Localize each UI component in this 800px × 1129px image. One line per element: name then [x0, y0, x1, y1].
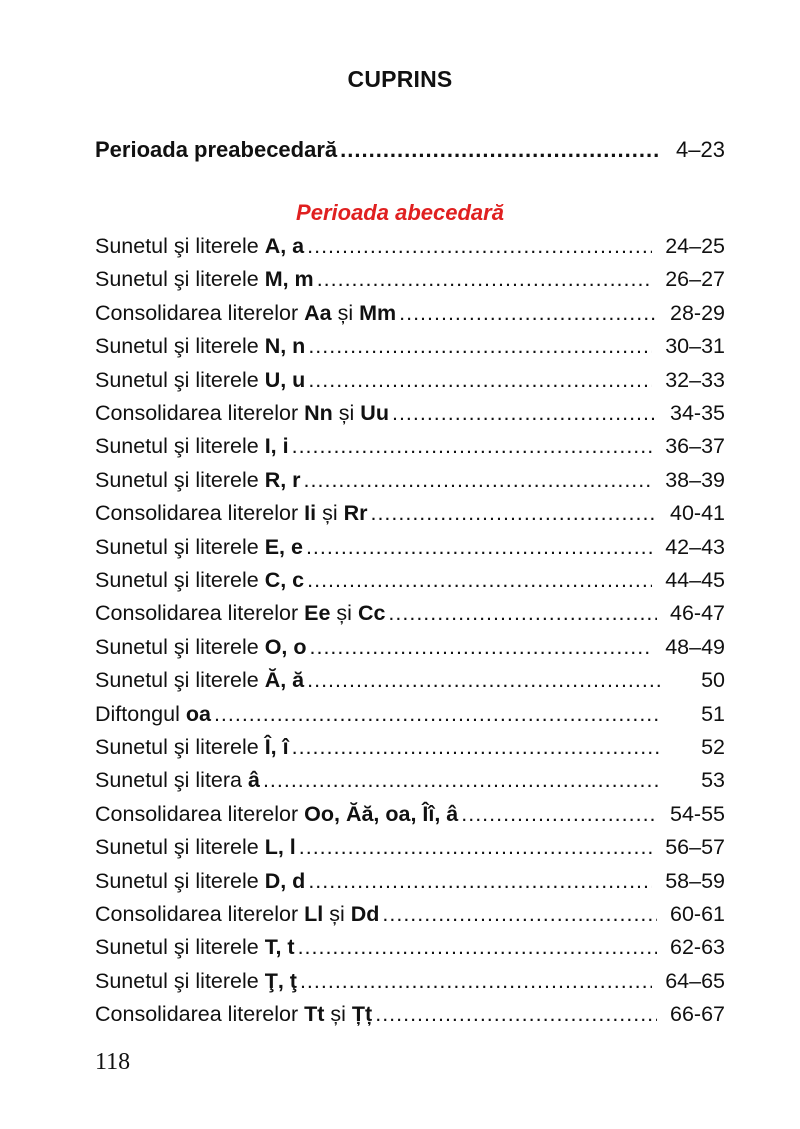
toc-entry-pages: 26–27: [665, 267, 725, 292]
toc-entry: [95, 498, 725, 528]
toc-entry-label: Sunetul şi literele R, r: [95, 467, 301, 492]
page-number: 118: [95, 1049, 131, 1075]
toc-entry-pages: 32–33: [665, 367, 725, 392]
toc-entry: [95, 832, 725, 862]
toc-entry: [95, 298, 725, 328]
toc-entry-label: Sunetul şi literele I, i: [95, 434, 289, 459]
toc-entry-label: Diftongul oa: [95, 701, 211, 726]
toc-entry-label: Sunetul şi literele C, c: [95, 568, 305, 592]
toc-entry-pages: 24–25: [665, 234, 725, 258]
toc-entry: [95, 632, 725, 662]
leader-dots: [340, 135, 660, 165]
toc-entry-pages: 42–43: [665, 534, 725, 559]
toc-entry: [95, 532, 725, 562]
toc-entry-label: Sunetul şi literele N, n: [95, 334, 306, 359]
toc-entry-label: Consolidarea literelor Tt și Țț: [95, 1002, 373, 1027]
toc-entry: [95, 465, 725, 495]
toc-entry-pages: 46-47: [670, 601, 725, 626]
toc-entry-label: Consolidarea literelor Oo, Ăă, oa, Îî, â: [95, 801, 459, 826]
toc-entry-label: Sunetul şi literele U, u: [95, 367, 306, 392]
toc-entry: [95, 264, 725, 294]
toc-entry-pages: 54-55: [670, 801, 725, 826]
toc-entry-pages: 66-67: [670, 1002, 725, 1027]
leader-dots: [292, 732, 660, 762]
toc-entry: [95, 932, 725, 962]
leader-dots: [399, 298, 657, 328]
leader-dots: [392, 398, 657, 428]
section-heading: Perioada abecedară: [296, 200, 504, 225]
toc-entry-label: Sunetul şi literele Ţ, ţ: [95, 968, 297, 993]
toc-entry-pages: 56–57: [665, 835, 725, 860]
toc-entry: [95, 732, 725, 762]
toc-entry-label: Sunetul şi literele M, m: [95, 267, 314, 292]
toc-entry: [95, 665, 725, 695]
toc-entry-label: Sunetul şi literele D, d: [95, 868, 306, 893]
leader-dots: [461, 799, 657, 829]
toc-entry-preabecedar: [95, 135, 725, 165]
toc-entry-pages: 28-29: [670, 300, 725, 325]
leader-dots: [299, 832, 652, 862]
toc-entry-label: Sunetul şi litera â: [95, 768, 260, 793]
page-title: CUPRINS: [347, 66, 453, 92]
toc-entry: [95, 565, 725, 595]
toc-entry-pages: 4–23: [676, 137, 725, 162]
toc-entry-label: Sunetul şi literele Î, î: [95, 735, 289, 759]
toc-entry-pages: 30–31: [665, 334, 725, 359]
leader-dots: [263, 765, 660, 795]
leader-dots: [214, 699, 660, 729]
leader-dots: [308, 331, 652, 361]
toc-entry: [95, 899, 725, 929]
toc-entry-label: Sunetul şi literele A, a: [95, 234, 305, 258]
toc-entry-label: Consolidarea literelor Ll și Dd: [95, 902, 380, 926]
leader-dots: [304, 465, 653, 495]
toc-entry-label: Sunetul şi literele T, t: [95, 935, 295, 960]
toc-entry: [95, 765, 725, 795]
leader-dots: [307, 665, 660, 695]
leader-dots: [307, 565, 652, 595]
toc-entry-pages: 60-61: [670, 902, 725, 926]
leader-dots: [298, 932, 657, 962]
toc-entry-pages: 44–45: [665, 568, 725, 592]
toc-entry-pages: 34-35: [670, 401, 725, 425]
toc-entry-pages: 51: [701, 701, 725, 726]
leader-dots: [375, 999, 657, 1029]
toc-entry-pages: 58–59: [665, 868, 725, 893]
toc-entry-label: Consolidarea literelor Nn și Uu: [95, 401, 389, 425]
toc-entry: [95, 598, 725, 628]
leader-dots: [308, 365, 652, 395]
leader-dots: [317, 264, 653, 294]
toc-entry: [95, 365, 725, 395]
toc-entry-pages: 36–37: [665, 434, 725, 459]
toc-entry-pages: 38–39: [665, 467, 725, 492]
toc-entry-label: Sunetul şi literele O, o: [95, 634, 307, 659]
toc-entry: [95, 431, 725, 461]
toc-entry-pages: 40-41: [670, 501, 725, 526]
leader-dots: [292, 431, 653, 461]
leader-dots: [307, 231, 652, 261]
toc-entry: [95, 331, 725, 361]
toc-entry: [95, 231, 725, 261]
leader-dots: [370, 498, 657, 528]
toc-entry-label: Sunetul şi literele L, l: [95, 835, 296, 860]
toc-entry-label: Sunetul şi literele E, e: [95, 534, 303, 559]
leader-dots: [306, 532, 652, 562]
toc-entry-pages: 62-63: [670, 935, 725, 960]
leader-dots: [310, 632, 653, 662]
toc-entry-pages: 64–65: [665, 968, 725, 993]
leader-dots: [308, 866, 652, 896]
toc-entry: [95, 398, 725, 428]
leader-dots: [300, 966, 652, 996]
toc-entry: [95, 799, 725, 829]
toc-entry: [95, 966, 725, 996]
toc-entry-label: Perioada preabecedară: [95, 137, 338, 162]
toc-entry-label: Consolidarea literelor Ee și Cc: [95, 601, 386, 626]
toc-entry: [95, 999, 725, 1029]
toc-entry-label: Consolidarea literelor Aa și Mm: [95, 300, 397, 325]
toc-entry-pages: 48–49: [665, 634, 725, 659]
toc-entry-pages: 52: [701, 735, 725, 759]
toc-entry: [95, 866, 725, 896]
toc-entry-pages: 53: [701, 768, 725, 793]
toc-entry-label: Consolidarea literelor Ii și Rr: [95, 501, 368, 526]
leader-dots: [388, 598, 657, 628]
leader-dots: [382, 899, 657, 929]
toc-entry-pages: 50: [701, 668, 725, 693]
toc-entry: [95, 699, 725, 729]
toc-entry-label: Sunetul şi literele Ă, ă: [95, 668, 305, 693]
